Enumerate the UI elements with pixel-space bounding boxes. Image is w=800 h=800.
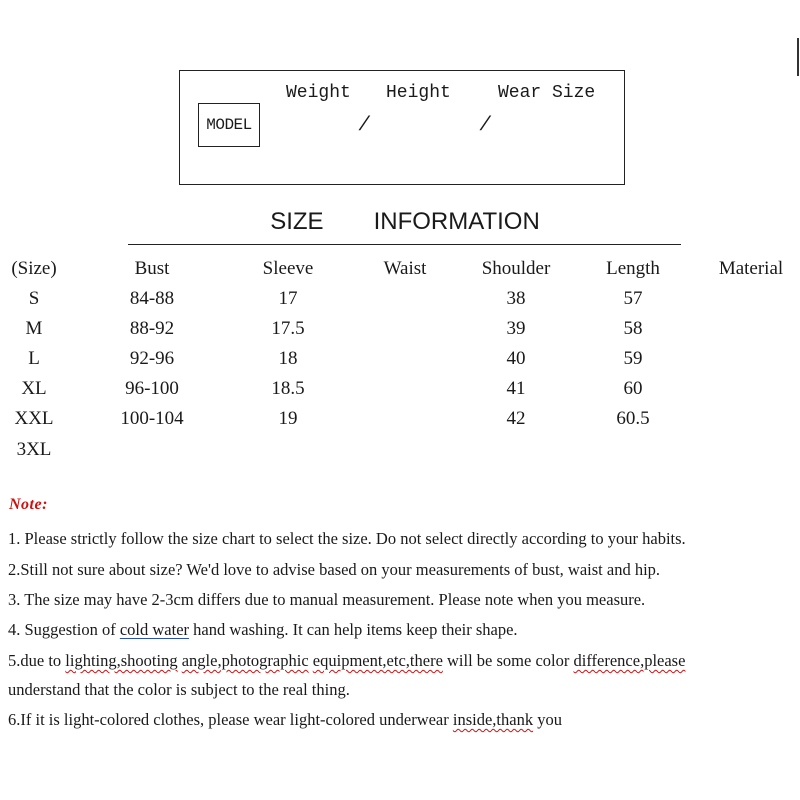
model-label: MODEL [198,103,260,147]
size-cell: 3XL [16,439,52,460]
note-item-6 [8,710,562,730]
length-cell: 58 [623,318,643,339]
note-item-5 [8,651,685,671]
sleeve-cell: 18 [278,348,298,369]
header-size: (Size) [11,258,57,279]
height-header: Height [386,83,451,103]
length-cell: 59 [623,348,643,369]
note-item-2: 2.Still not sure about size? We'd love to advise based on your measurements of bust, waist and hip. [8,560,661,579]
note-title: Note: [9,496,48,513]
note-spellcheck-text: equipment,etc,there [312,651,443,670]
header-length: Length [606,258,660,279]
bust-cell: 96-100 [125,378,179,399]
note-spellcheck-text: angle,photographic [181,651,309,670]
header-waist: Waist [383,258,427,279]
shoulder-cell: 42 [506,408,526,429]
note-text: 4. Suggestion of [8,620,120,639]
sleeve-cell: 18.5 [271,378,305,399]
height-value: / [356,114,372,137]
bust-cell: 84-88 [129,288,175,309]
header-shoulder: Shoulder [481,258,551,279]
note-item-5-continued: understand that the color is subject to the real thing. [8,680,350,699]
title-divider [128,244,681,245]
wear-size-header: Wear Size [498,83,596,103]
sleeve-cell: 19 [278,408,298,429]
bust-cell: 92-96 [129,348,175,369]
sleeve-cell: 17 [278,288,298,309]
note-item-4 [8,620,518,640]
size-cell: S [28,288,40,309]
size-information-title: SIZE INFORMATION [270,208,540,235]
note-item-1: 1. Please strictly follow the size chart to select the size. Do not select directly according to your habits. [8,529,686,548]
size-cell: XL [21,378,47,399]
header-sleeve: Sleeve [262,258,314,279]
shoulder-cell: 41 [506,378,526,399]
model-info-box [179,70,625,185]
note-text: hand washing. It can help items keep their shape. [189,620,518,639]
note-item-3: 3. The size may have 2-3cm differs due to manual measurement. Please note when you measure. [8,590,646,609]
note-text: 6.If it is light-colored clothes, please wear light-colored underwear [8,710,453,729]
note-spellcheck-text: inside,thank [452,710,534,729]
sleeve-cell: 17.5 [271,318,305,339]
bust-cell: 88-92 [129,318,175,339]
size-cell: XXL [14,408,54,429]
note-text: will be some color [442,651,574,670]
size-cell: L [28,348,40,369]
note-text: 5.due to [8,651,66,670]
shoulder-cell: 38 [506,288,526,309]
header-bust: Bust [134,258,170,279]
note-spellcheck-text: lighting,shooting [65,651,178,670]
wear-size-value: / [477,114,493,137]
size-cell: M [25,318,43,339]
note-spellcheck-text: difference,please [573,651,686,670]
shoulder-cell: 39 [506,318,526,339]
weight-header: Weight [286,83,351,103]
length-cell: 57 [623,288,643,309]
shoulder-cell: 40 [506,348,526,369]
length-cell: 60.5 [616,408,650,429]
length-cell: 60 [623,378,643,399]
bust-cell: 100-104 [120,408,184,429]
note-text: you [533,710,562,729]
right-edge-mark [797,38,799,76]
note-underlined-text: cold water [119,620,190,639]
header-material: Material [718,258,784,279]
